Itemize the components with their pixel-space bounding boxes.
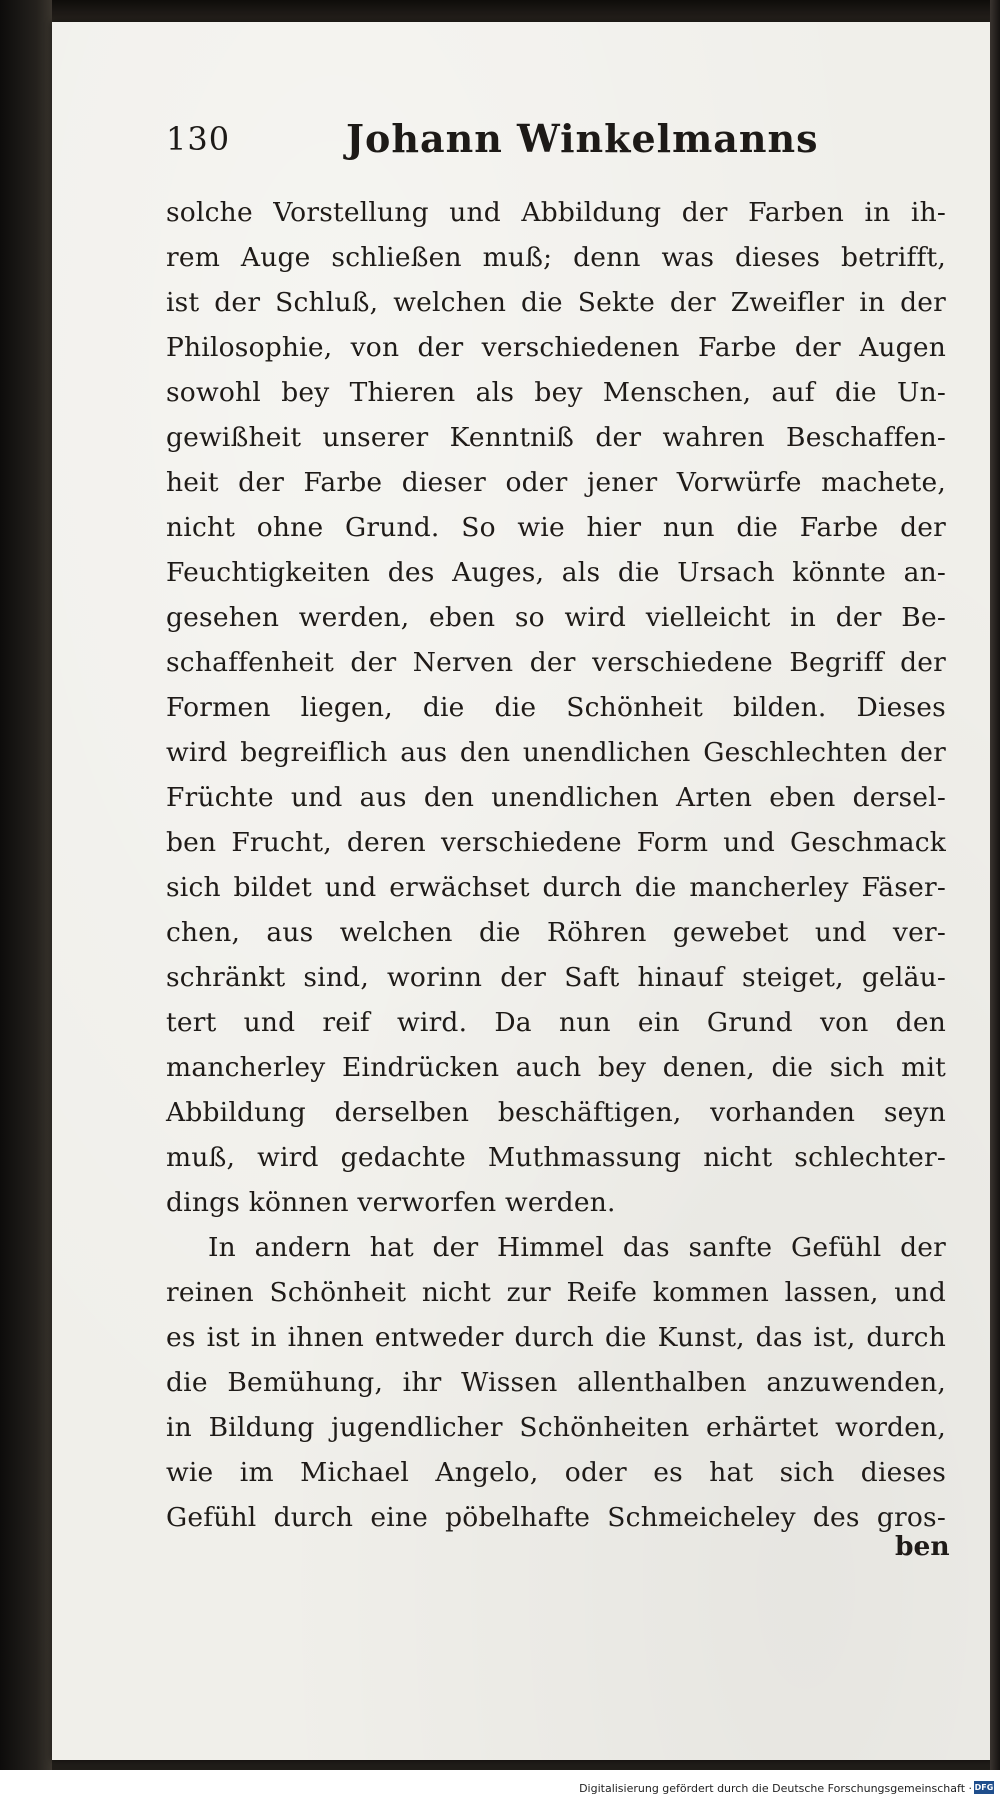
funding-credit: Digitalisierung gefördert durch die Deutsche Forschungsgemeinschaft ·: [579, 1782, 972, 1795]
text-line: dings können verworfen werden.: [166, 1187, 616, 1218]
book-spine-edge: [0, 0, 52, 1803]
text-line: schränkt sind, worinn der Saft hinauf steiget, geläu-: [166, 962, 946, 993]
text-line: schaffenheit der Nerven der verschiedene Begriff der: [166, 647, 946, 678]
scan-top-edge: [0, 0, 1000, 24]
text-line: sich bildet und erwächset durch die mancherley Fäser-: [166, 872, 946, 903]
text-line: wie im Michael Angelo, oder es hat sich dieses: [166, 1457, 946, 1488]
text-line: tert und reif wird. Da nun ein Grund von den: [166, 1007, 946, 1038]
text-line: Gefühl durch eine pöbelhafte Schmeicheley des gros-: [166, 1502, 946, 1533]
text-line: wird begreiflich aus den unendlichen Geschlechten der: [166, 737, 946, 768]
text-line: Abbildung derselben beschäftigen, vorhanden seyn: [166, 1097, 946, 1128]
scan-right-edge: [990, 0, 1000, 1803]
page-header: [166, 112, 916, 172]
dfg-logo: DFG: [974, 1783, 994, 1792]
text-line: muß, wird gedachte Muthmassung nicht schlechter-: [166, 1142, 946, 1173]
running-head: Johann Winkelmanns: [346, 116, 819, 161]
page-number: 130: [166, 120, 231, 158]
text-line: die Bemühung, ihr Wissen allenthalben anzuwenden,: [166, 1367, 946, 1398]
text-line: in Bildung jugendlicher Schönheiten erhärtet worden,: [166, 1412, 946, 1443]
text-line: gesehen werden, eben so wird vielleicht in der Be-: [166, 602, 946, 633]
text-line: es ist in ihnen entweder durch die Kunst, das ist, durch: [166, 1322, 946, 1353]
text-line: nicht ohne Grund. So wie hier nun die Farbe der: [166, 512, 946, 543]
text-line: sowohl bey Thieren als bey Menschen, auf die Un-: [166, 377, 946, 408]
text-line: Feuchtigkeiten des Auges, als die Ursach könnte an-: [166, 557, 946, 588]
text-line: chen, aus welchen die Röhren gewebet und ver-: [166, 917, 946, 948]
text-line: solche Vorstellung und Abbildung der Farben in ih-: [166, 197, 946, 228]
text-line: Philosophie, von der verschiedenen Farbe der Augen: [166, 332, 946, 363]
text-line: heit der Farbe dieser oder jener Vorwürfe machete,: [166, 467, 946, 498]
text-line: mancherley Eindrücken auch bey denen, die sich mit: [166, 1052, 946, 1083]
text-line: ben Frucht, deren verschiedene Form und Geschmack: [166, 827, 946, 858]
text-line: Formen liegen, die die Schönheit bilden. Dieses: [166, 692, 946, 723]
text-line: Früchte und aus den unendlichen Arten eben dersel-: [166, 782, 946, 813]
text-line: reinen Schönheit nicht zur Reife kommen lassen, und: [166, 1277, 946, 1308]
text-line: rem Auge schließen muß; denn was dieses betrifft,: [166, 242, 946, 273]
catchword: ben: [895, 1531, 950, 1562]
text-line: ist der Schluß, welchen die Sekte der Zweifler in der: [166, 287, 946, 318]
text-line: In andern hat der Himmel das sanfte Gefühl der: [208, 1232, 946, 1263]
body-text: [166, 190, 946, 1540]
text-line: gewißheit unserer Kenntniß der wahren Beschaffen-: [166, 422, 946, 453]
